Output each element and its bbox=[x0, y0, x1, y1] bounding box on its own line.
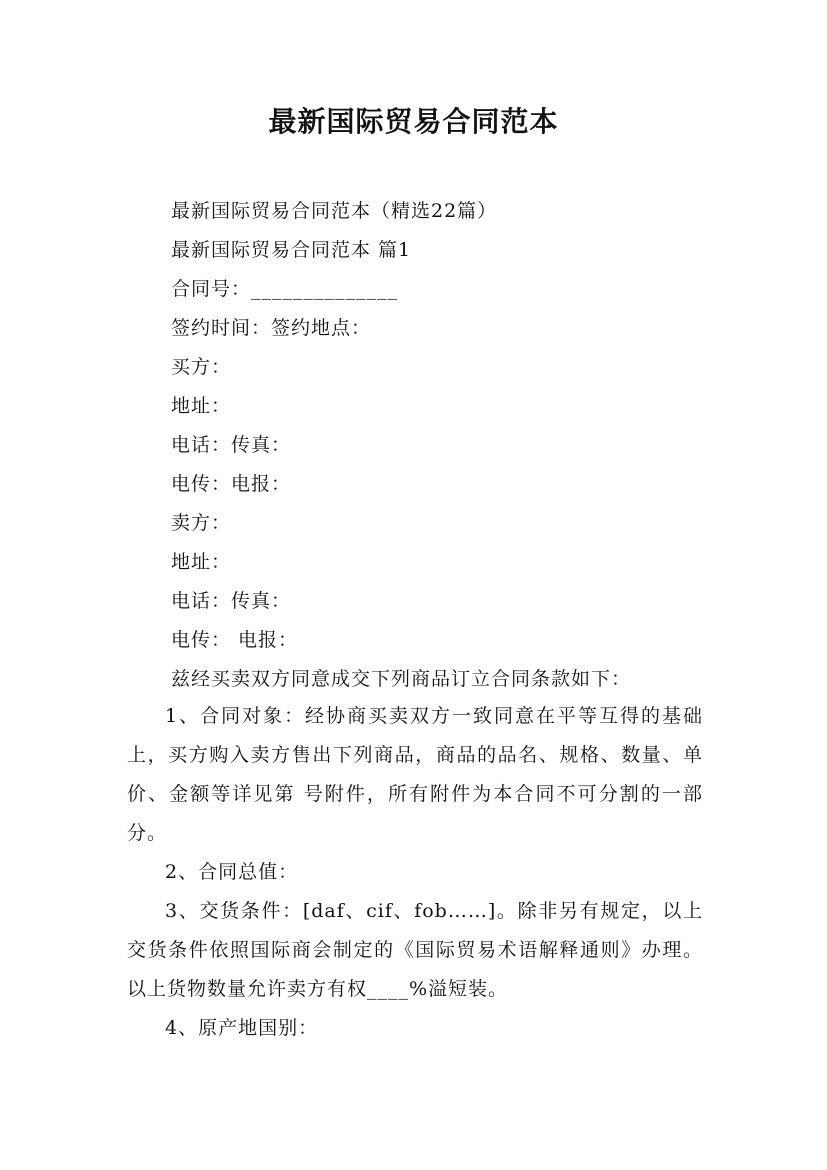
buyer-telex-telegram: 电传：电报： bbox=[171, 473, 292, 495]
buyer-label: 买方： bbox=[171, 356, 232, 378]
contract-number: 合同号：______________ bbox=[171, 278, 399, 300]
seller-phone-fax: 电话：传真： bbox=[171, 590, 292, 612]
intro-text: 兹经买卖双方同意成交下列商品订立合同条款如下： bbox=[171, 668, 632, 690]
clause-3: 3、交货条件：[daf、cif、fob……]。除非另有规定，以上交货条件依照国际商会制定的《国际贸易术语解释通则》办理。以上货物数量允许卖方有权____%溢短装。 bbox=[127, 900, 703, 1000]
buyer-phone-fax: 电话：传真： bbox=[171, 434, 292, 456]
buyer-address: 地址： bbox=[171, 395, 232, 417]
clause-1: 1、合同对象：经协商买卖双方一致同意在平等互得的基础上，买方购入卖方售出下列商品，商品的品名、规格、数量、单价、金额等详见第 号附件，所有附件为本合同不可分割的一部分。 bbox=[127, 705, 703, 844]
clause-4: 4、原产地国别： bbox=[165, 1017, 319, 1039]
seller-address: 地址： bbox=[171, 551, 232, 573]
section-heading: 最新国际贸易合同范本 篇1 bbox=[171, 239, 412, 261]
sign-info: 签约时间：签约地点： bbox=[171, 317, 372, 339]
seller-label: 卖方： bbox=[171, 512, 232, 534]
document-subtitle: 最新国际贸易合同范本（精选22篇） bbox=[171, 200, 498, 222]
document-title: 最新国际贸易合同范本 bbox=[268, 105, 559, 138]
seller-telex-telegram: 电传： 电报： bbox=[171, 629, 299, 651]
clause-2: 2、合同总值： bbox=[165, 861, 299, 883]
